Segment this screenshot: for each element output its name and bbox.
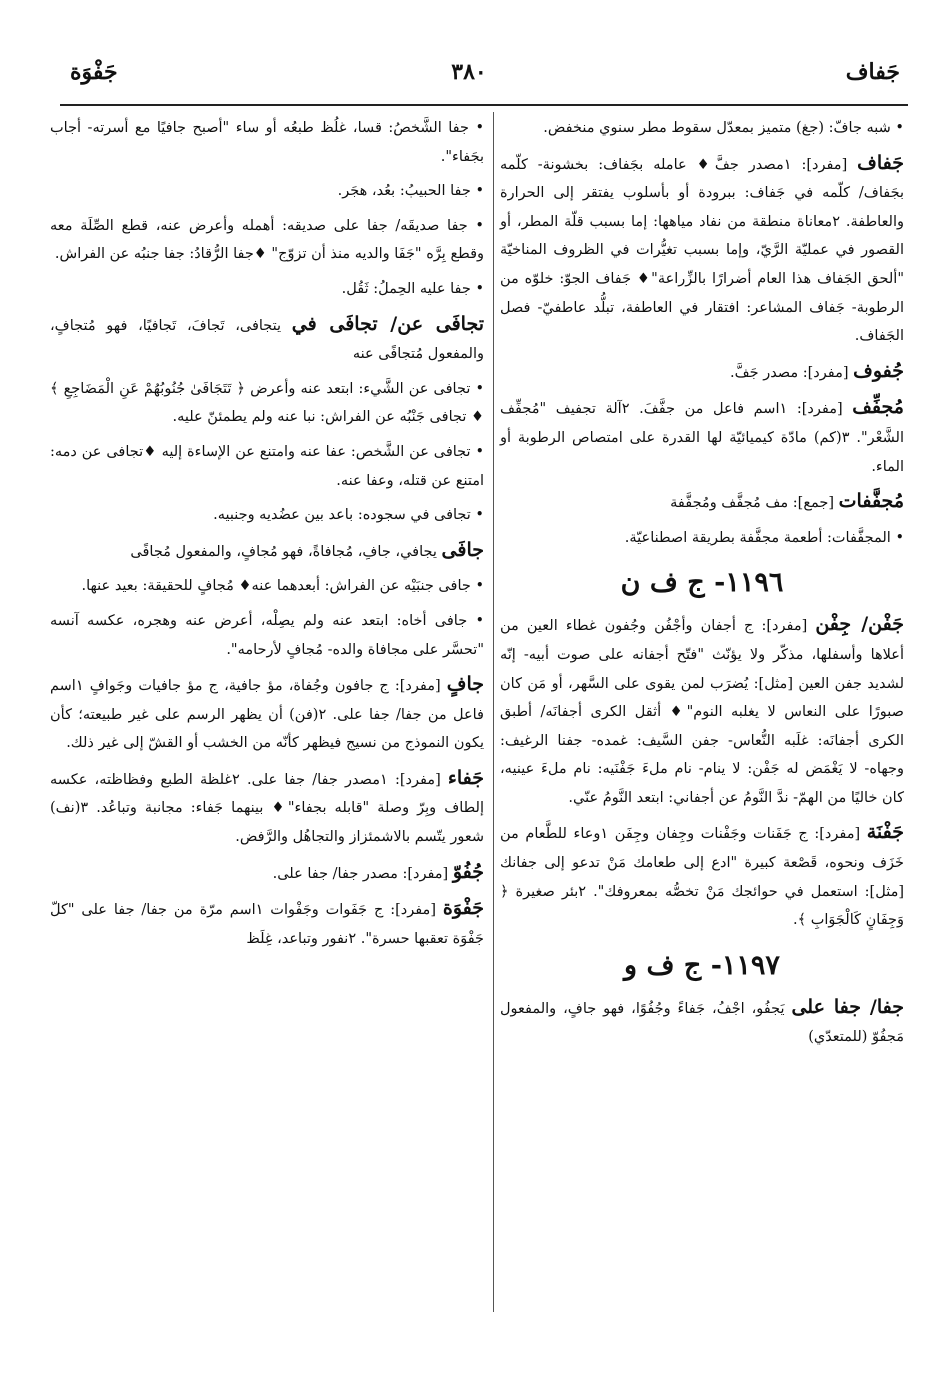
dictionary-entry	[50, 438, 484, 495]
entry-headword: جَفْنَة	[866, 821, 904, 844]
entry-headword: جَفاء	[447, 766, 484, 789]
entry-headword: جافَى	[441, 538, 484, 561]
entry-text: [مفرد]: ١اسم فاعل من جفَّفَ. ٢آلة تجفيف "مُجفِّف الشَّعْر". ٣(كم) مادّة كيميائيّة لها القدرة على امتصاص الرطوبة أو الماء.	[500, 401, 904, 475]
left-column	[50, 114, 484, 959]
entry-text: • جفا صديقَه/ جفا على صديقه: أهمله وأعرض عنه، قطع الصِّلَة معه وقطع بِرَّه "جَفَا والديه منذ أن تزوّج" ♦جفا الرُّقادُ: جفا جنبُه عن الفراش.	[50, 217, 484, 263]
dictionary-entry	[50, 894, 484, 953]
dictionary-entry	[50, 536, 484, 567]
dictionary-entry	[50, 670, 484, 758]
entry-headword: جَفْن/ جِفْن	[815, 613, 904, 636]
dictionary-entry	[50, 607, 484, 664]
entry-headword: مُجفِّف	[852, 396, 904, 419]
entry-text: [مفرد]: ١مصدر جفَّ♦ عامله بجَفاف: بخشونة- كلّمه بجَفاف/ كلّمه في جَفاف: ببرودة أو بأسلوب يفتقر إلى الحرارة والعاطفة. ٢معاناة منطقة من نفاد مياهها: إما بسبب قلّة المطر، أو القصور في عمليّة الرَّيّ، وإما بسبب تغيُّرات في الظروف المناخيّة "ألحق الجَفاف هذا العام أضرارًا بالزِّراعة"♦ جَفاف الجوّ: خلوّه من الرطوبة- جَفاف المشاعر: افتقار في العاطفة، تبلُّد عاطفيّ- فصل الجَفاف.	[500, 156, 905, 345]
entry-text: يتجافى، تَجافَ، تَجافيًا، فهو مُتجافٍ، والمفعول مُتجافًى عنه	[50, 317, 484, 363]
entry-text: • المجفَّفات: أطعمة مجفَّفة بطريقة اصطناعيّة.	[624, 529, 904, 546]
entry-text: • تجافى عن الشَّيء: ابتعد عنه وأعرض ﴿ تَتَجَافَىٰ جُنُوبُهُمْ عَنِ الْمَضَاجِعِ ﴾ ♦ تجافى جَنْبُه عن الفراش: نبا عنه ولم يطمئنّ عليه.	[50, 380, 484, 426]
column-divider	[493, 112, 494, 1312]
dictionary-entry	[50, 572, 484, 601]
dictionary-entry	[500, 487, 904, 518]
dictionary-entry	[50, 275, 484, 304]
dictionary-entry	[500, 114, 904, 143]
entry-text: • جافى أخاه: ابتعد عنه ولم يصِلْه، أعرض عنه وهجره، عكسه آنسه "تحسَّر على مجافاة والده- مُجافٍ لأرحامه".	[50, 612, 484, 658]
entry-text: [مفرد]: ج جَفَوات وجَفْوات ١اسم مرّة من جفا/ جفا على "كلّ جَفْوَة تعقبها حسرة". ٢نفور وتباعد، غِلَظ	[50, 902, 484, 947]
entry-text: [مفرد]: مصدر جَفَّ.	[730, 364, 854, 381]
root-section-heading: ١١٩٧- ج ف و	[624, 949, 780, 981]
entry-headword: مُجفَّفات	[838, 490, 904, 513]
entry-text: • تجافى في سجوده: باعد بين عضُديه وجنبيه.	[213, 507, 484, 524]
dictionary-entry	[50, 858, 484, 889]
right-column	[500, 114, 904, 1058]
running-head-last-entry: جَفْوَة	[70, 59, 118, 85]
entry-text: • جافى جنبَيْه عن الفراش: أبعدهما عنه♦ مُجافٍ للحقيقة: بعيد عنها.	[81, 578, 484, 595]
entry-text: [جمع]: مف مُجفَّف ومُجفَّفة	[670, 495, 839, 512]
running-head-first-entry: جَفاف	[845, 59, 900, 85]
entry-headword: جُفوف	[853, 359, 904, 382]
entry-text: [مفرد]: مصدر جفا/ جفا على.	[272, 865, 453, 882]
entry-text: [مفرد]: ج أجفان وأجْفُن وجُفون غطاء العين من أعلاها وأسفلها، مذكّر ولا يؤنّث "فتّح أجفانه على صوت أبيه- إنّه لشديد جفن العين [مثل]: يُضرَب لمن يقوى على السَّهر، أو مَن كان صبورًا على النعاس لا يغلبه النوم"♦ أثقل الكرى أجفانَه/ أطبق الكرى أجفانَه: غلَبه النُّعاس- جفن السَّيف: غمده- جفنا الرغيف: وجهاه- لا يَغْمَض له جَفْن: لا ينام- نام ملءَ جَفْنَيه: نام ملءَ عينيه، كان خاليًا من الهمّ- ندَّ النَّومُ عن أجفاني: ابتعد النَّومُ عنّي.	[500, 618, 904, 806]
entry-text: • جفا الشَّخصُ: قسا، غلُظ طبعُه أو ساء "أصبح جافيًا مع أسرته- أجاب بجَفاء".	[50, 120, 484, 165]
dictionary-entry	[50, 310, 484, 369]
dictionary-entry	[50, 114, 484, 171]
dictionary-entry	[500, 610, 904, 812]
entry-text: [مفرد]: ج جَفَنات وجَفْنات وجِفان وجِفَن ١وعاء للطَّعام من خَزَف ونحوه، قَصْعة كبيرة "ادع إلى طعامك مَنْ تدعو إلى جفانك [مثل]: استعمل في حوائجك مَنْ تخصُّه بمعروفك". ٢بئر صغيرة ﴿ وَجِفَانٍ كَالْجَوَابِ ﴾.	[500, 826, 904, 929]
dictionary-entry	[500, 993, 904, 1052]
entry-text: يَجفُو، اجْفُ، جَفاءً وجُفُوًا، فهو جافٍ، والمفعول مَجفُوّ (للمتعدّي)	[500, 1000, 904, 1046]
dictionary-entry	[50, 501, 484, 530]
dictionary-entry	[500, 357, 904, 388]
dictionary-entry	[50, 177, 484, 206]
header-rule	[60, 104, 908, 106]
root-section-heading: ١١٩٦- ج ف ن	[620, 567, 784, 599]
page-number: ٣٨٠	[451, 59, 487, 85]
dictionary-entry	[500, 149, 904, 351]
dictionary-entry	[500, 818, 904, 934]
entry-headword: جَفْوَة	[442, 897, 484, 920]
entry-text: [مفرد]: ١مصدر جفا/ جفا على. ٢غلظة الطبع وفظاظته، عكسه إلطاف وبِرّ وصلة "قابله بجفاء"♦ بينهما جَفاء: مجانبة وتباعُد. ٣(نف) شعور يتّسم بالاشمئزاز والتجاهُل والرَّفض.	[50, 771, 484, 846]
dictionary-entry	[500, 393, 904, 481]
entry-headword: جُفُوّ	[452, 860, 484, 883]
entry-text: • تجافى عن الشَّخص: عفا عنه وامتنع عن الإساءة إليه ♦تجافى عن دمه: امتنع عن قتله، وعفا عنه.	[50, 443, 484, 489]
entry-text: • جفا الحبيبُ: بعُد، هجَر.	[337, 183, 484, 200]
entry-text: [مفرد]: ج جافون وجُفاة، مؤ جافية، ج مؤ جافيات وجَوافٍ ١اسم فاعل من جفا/ جفا على. ٢(فن) أن يظهر الرسم على غير طبيعته؛ كأن يكون النموذج من نسيج فيظهر كأنّه من الخشب أو القشّ إلى غير ذلك.	[50, 678, 484, 752]
dictionary-entry	[50, 764, 484, 852]
entry-text: يجافي، جافِ، مُجافاةً، فهو مُجافٍ، والمفعول مُجافًى	[130, 543, 442, 560]
entry-text: • شبه جافّ: (جغ) متميز بمعدّل سقوط مطر سنوي منخفض.	[543, 120, 904, 136]
dictionary-entry	[500, 524, 904, 553]
dictionary-entry	[50, 212, 484, 269]
entry-headword: جَفاف	[857, 151, 905, 174]
entry-headword: جفا/ جفا على	[791, 995, 904, 1018]
entry-text: • جفا عليه الحِملُ: ثَقُل.	[341, 280, 484, 297]
entry-headword: تجافَى عن/ تجافَى في	[291, 312, 484, 335]
entry-headword: جافٍ	[446, 673, 484, 696]
dictionary-entry	[50, 375, 484, 432]
